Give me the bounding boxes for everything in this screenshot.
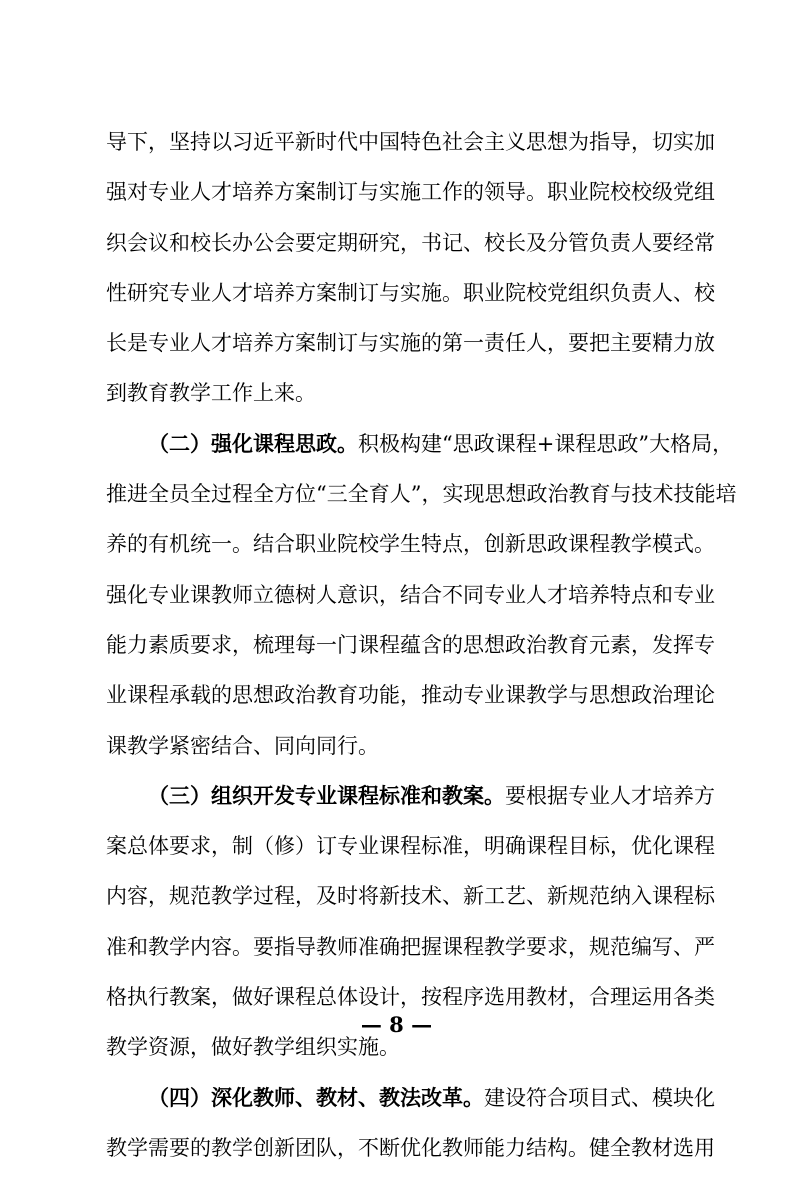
paragraph4-first-line [106,1080,715,1130]
paragraph1-line-6: 到教育教学工作上来。 [106,381,316,406]
paragraph2-line-2: 推进全员全过程全方位“三全育人”，实现思想政治教育与技术技能培 [106,482,737,507]
paragraph2-heading: （二）强化课程思政。 [148,430,358,456]
paragraph2-line-7: 课教学紧密结合、同向同行。 [106,733,379,758]
paragraph3-heading: （三）组织开发专业课程标准和教案。 [148,782,505,808]
paragraph3-line-2: 案总体要求，制（修）订专业课程标准，明确课程目标，优化课程 [106,834,715,859]
paragraph2-first-line-text: 积极构建“思政课程+课程思政”大格局， [358,431,734,456]
paragraph2-first-line [106,426,734,476]
paragraph3-first-line-text: 要根据专业人才培养方 [505,783,715,808]
paragraph4-first-line-text: 建设符合项目式、模块化 [484,1085,715,1110]
paragraph1-line-4: 性研究专业人才培养方案制订与实施。职业院校党组织负责人、校 [106,280,715,305]
paragraph4-heading: （四）深化教师、教材、教法改革。 [148,1084,484,1110]
paragraph1-line-5: 长是专业人才培养方案制订与实施的第一责任人，要把主要精力放 [106,331,715,356]
paragraph2-line-6: 业课程承载的思想政治教育功能，推动专业课教学与思想政治理论 [106,683,715,708]
paragraph1-line-2: 强对专业人才培养方案制订与实施工作的领导。职业院校校级党组 [106,180,715,205]
page-number: — 8 — [360,1012,433,1037]
paragraph2-line-4: 强化专业课教师立德树人意识，结合不同专业人才培养特点和专业 [106,582,715,607]
paragraph3-line-4: 准和教学内容。要指导教师准确把握课程教学要求，规范编写、严 [106,934,715,959]
paragraph3-line-5: 格执行教案，做好课程总体设计，按程序选用教材，合理运用各类 [106,985,715,1010]
paragraph1-line-3: 织会议和校长办公会要定期研究，书记、校长及分管负责人要经常 [106,230,715,255]
paragraph3-first-line [106,778,715,828]
paragraph1-line-1: 导下，坚持以习近平新时代中国特色社会主义思想为指导，切实加 [106,130,715,154]
paragraph3-line-3: 内容，规范教学过程，及时将新技术、新工艺、新规范纳入课程标 [106,884,715,909]
paragraph3-line-6: 教学资源，做好教学组织实施。 [106,1035,400,1060]
paragraph4-line-2: 教学需要的教学创新团队，不断优化教师能力结构。健全教材选用 [106,1135,715,1160]
paragraph2-line-3: 养的有机统一。结合职业院校学生特点，创新思政课程教学模式。 [106,532,715,557]
paragraph2-line-5: 能力素质要求，梳理每一门课程蕴含的思想政治教育元素，发挥专 [106,632,715,657]
